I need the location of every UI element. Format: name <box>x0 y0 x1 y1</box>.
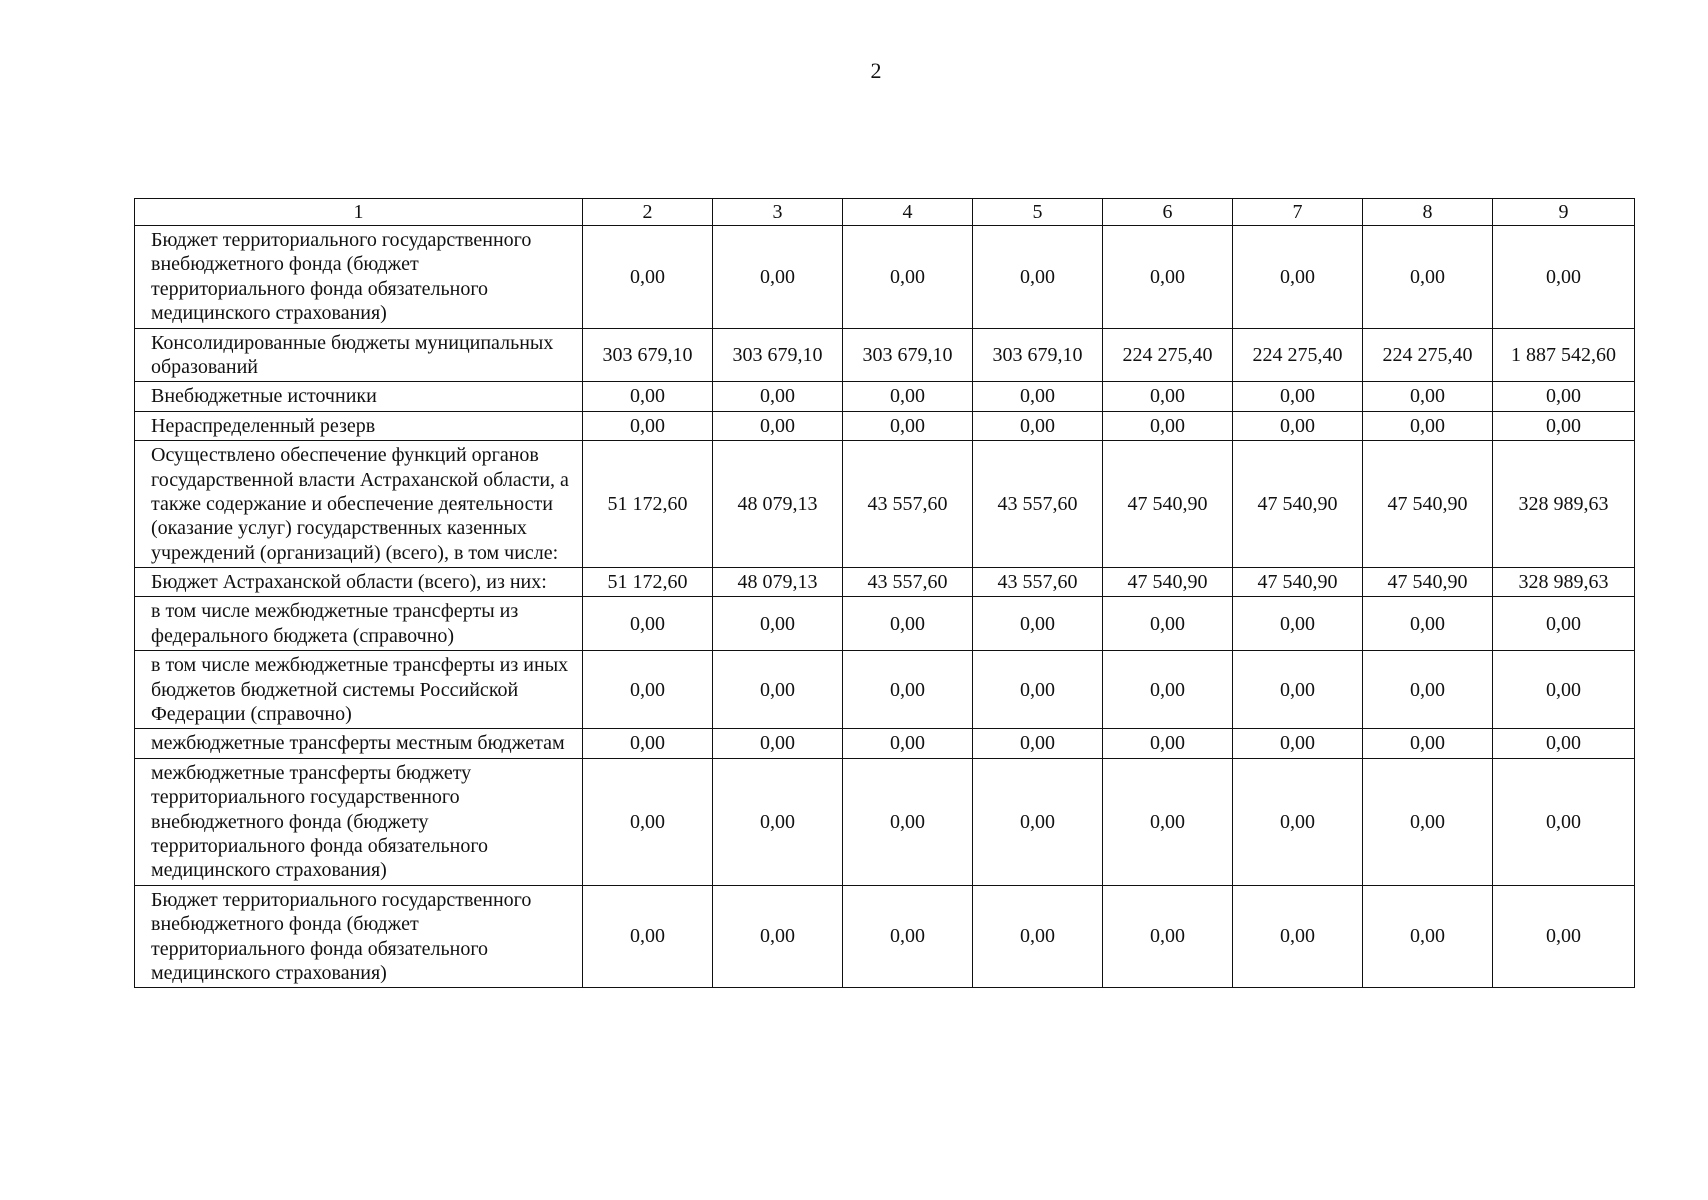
cell-value: 328 989,63 <box>1493 568 1635 597</box>
row-label: в том числе межбюджетные трансферты из федерального бюджета (справочно) <box>135 597 583 651</box>
cell-value: 0,00 <box>583 411 713 440</box>
cell-value: 0,00 <box>1233 226 1363 329</box>
cell-value: 0,00 <box>843 729 973 758</box>
cell-value: 0,00 <box>1493 226 1635 329</box>
cell-value: 0,00 <box>1103 226 1233 329</box>
cell-value: 0,00 <box>1363 885 1493 988</box>
column-header: 7 <box>1233 199 1363 226</box>
cell-value: 0,00 <box>583 226 713 329</box>
cell-value: 303 679,10 <box>843 328 973 382</box>
cell-value: 0,00 <box>1103 411 1233 440</box>
row-label: Бюджет территориального государственного внебюджетного фонда (бюджет территориального фонда обязательного медицинского страхования) <box>135 226 583 329</box>
cell-value: 0,00 <box>973 226 1103 329</box>
column-header: 4 <box>843 199 973 226</box>
cell-value: 0,00 <box>843 382 973 411</box>
cell-value: 43 557,60 <box>973 441 1103 568</box>
cell-value: 224 275,40 <box>1363 328 1493 382</box>
cell-value: 224 275,40 <box>1233 328 1363 382</box>
cell-value: 0,00 <box>713 758 843 885</box>
cell-value: 0,00 <box>1233 729 1363 758</box>
cell-value: 43 557,60 <box>843 441 973 568</box>
cell-value: 0,00 <box>1363 226 1493 329</box>
page-number: 2 <box>870 58 882 83</box>
cell-value: 47 540,90 <box>1103 568 1233 597</box>
table-row <box>135 729 1635 758</box>
cell-value: 0,00 <box>1233 885 1363 988</box>
column-header: 8 <box>1363 199 1493 226</box>
cell-value: 0,00 <box>1233 758 1363 885</box>
cell-value: 0,00 <box>1493 651 1635 729</box>
cell-value: 47 540,90 <box>1363 441 1493 568</box>
cell-value: 43 557,60 <box>973 568 1103 597</box>
table-row <box>135 597 1635 651</box>
table-row <box>135 411 1635 440</box>
cell-value: 0,00 <box>973 729 1103 758</box>
cell-value: 0,00 <box>1103 885 1233 988</box>
cell-value: 0,00 <box>583 382 713 411</box>
cell-value: 0,00 <box>973 411 1103 440</box>
budget-table <box>134 198 1635 988</box>
cell-value: 303 679,10 <box>713 328 843 382</box>
cell-value: 0,00 <box>1103 382 1233 411</box>
cell-value: 0,00 <box>1493 729 1635 758</box>
cell-value: 0,00 <box>843 885 973 988</box>
cell-value: 0,00 <box>1363 651 1493 729</box>
cell-value: 0,00 <box>583 651 713 729</box>
cell-value: 0,00 <box>1233 597 1363 651</box>
header-row <box>135 199 1635 226</box>
cell-value: 47 540,90 <box>1103 441 1233 568</box>
row-label: межбюджетные трансферты местным бюджетам <box>135 729 583 758</box>
cell-value: 0,00 <box>843 597 973 651</box>
column-header: 3 <box>713 199 843 226</box>
table-row <box>135 651 1635 729</box>
cell-value: 0,00 <box>713 382 843 411</box>
cell-value: 0,00 <box>843 758 973 885</box>
cell-value: 0,00 <box>1493 885 1635 988</box>
column-header: 6 <box>1103 199 1233 226</box>
row-label: Осуществлено обеспечение функций органов государственной власти Астраханской области, а также содержание и обеспечение деятельности (оказание услуг) государственных казенных учреждений (организаций) (всего), в том числе: <box>135 441 583 568</box>
cell-value: 0,00 <box>1103 651 1233 729</box>
cell-value: 48 079,13 <box>713 568 843 597</box>
cell-value: 0,00 <box>1103 597 1233 651</box>
cell-value: 0,00 <box>973 885 1103 988</box>
cell-value: 303 679,10 <box>973 328 1103 382</box>
table-row <box>135 441 1635 568</box>
cell-value: 0,00 <box>583 729 713 758</box>
table-row <box>135 226 1635 329</box>
row-label: Нераспределенный резерв <box>135 411 583 440</box>
cell-value: 51 172,60 <box>583 441 713 568</box>
cell-value: 0,00 <box>843 651 973 729</box>
cell-value: 0,00 <box>1103 758 1233 885</box>
cell-value: 0,00 <box>1493 382 1635 411</box>
column-header: 2 <box>583 199 713 226</box>
cell-value: 48 079,13 <box>713 441 843 568</box>
cell-value: 0,00 <box>713 226 843 329</box>
cell-value: 0,00 <box>1363 382 1493 411</box>
cell-value: 0,00 <box>843 226 973 329</box>
cell-value: 0,00 <box>713 597 843 651</box>
cell-value: 0,00 <box>713 729 843 758</box>
cell-value: 1 887 542,60 <box>1493 328 1635 382</box>
cell-value: 0,00 <box>1363 758 1493 885</box>
cell-value: 0,00 <box>973 651 1103 729</box>
cell-value: 47 540,90 <box>1233 568 1363 597</box>
cell-value: 0,00 <box>1103 729 1233 758</box>
cell-value: 0,00 <box>713 411 843 440</box>
cell-value: 303 679,10 <box>583 328 713 382</box>
table-row <box>135 758 1635 885</box>
cell-value: 0,00 <box>583 597 713 651</box>
cell-value: 0,00 <box>713 651 843 729</box>
cell-value: 0,00 <box>1363 597 1493 651</box>
cell-value: 0,00 <box>843 411 973 440</box>
cell-value: 0,00 <box>973 597 1103 651</box>
cell-value: 0,00 <box>973 758 1103 885</box>
cell-value: 0,00 <box>583 885 713 988</box>
cell-value: 0,00 <box>1363 729 1493 758</box>
row-label: в том числе межбюджетные трансферты из иных бюджетов бюджетной системы Российской Федерации (справочно) <box>135 651 583 729</box>
row-label: Бюджет территориального государственного внебюджетного фонда (бюджет территориального фонда обязательного медицинского страхования) <box>135 885 583 988</box>
cell-value: 0,00 <box>713 885 843 988</box>
column-header: 1 <box>135 199 583 226</box>
row-label: Консолидированные бюджеты муниципальных образований <box>135 328 583 382</box>
cell-value: 0,00 <box>583 758 713 885</box>
table-row <box>135 328 1635 382</box>
cell-value: 328 989,63 <box>1493 441 1635 568</box>
cell-value: 0,00 <box>1493 597 1635 651</box>
cell-value: 0,00 <box>1233 382 1363 411</box>
cell-value: 47 540,90 <box>1233 441 1363 568</box>
cell-value: 0,00 <box>1233 411 1363 440</box>
cell-value: 47 540,90 <box>1363 568 1493 597</box>
cell-value: 224 275,40 <box>1103 328 1233 382</box>
cell-value: 0,00 <box>1493 411 1635 440</box>
row-label: межбюджетные трансферты бюджету территориального государственного внебюджетного фонда (бюджету территориального фонда обязательного медицинского страхования) <box>135 758 583 885</box>
table-row <box>135 885 1635 988</box>
row-label: Бюджет Астраханской области (всего), из них: <box>135 568 583 597</box>
cell-value: 43 557,60 <box>843 568 973 597</box>
table-row <box>135 568 1635 597</box>
cell-value: 0,00 <box>1493 758 1635 885</box>
cell-value: 0,00 <box>1363 411 1493 440</box>
column-header: 9 <box>1493 199 1635 226</box>
cell-value: 0,00 <box>1233 651 1363 729</box>
cell-value: 0,00 <box>973 382 1103 411</box>
column-header: 5 <box>973 199 1103 226</box>
cell-value: 51 172,60 <box>583 568 713 597</box>
row-label: Внебюджетные источники <box>135 382 583 411</box>
table-row <box>135 382 1635 411</box>
